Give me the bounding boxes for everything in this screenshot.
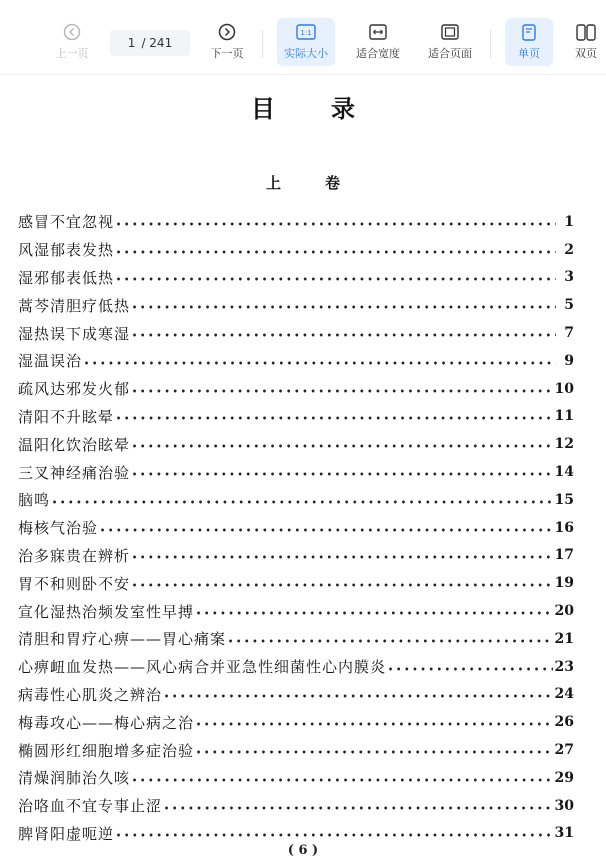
toc-entry[interactable]: [18, 514, 574, 542]
page-footer: ( 6 ): [287, 843, 319, 858]
toc-entry-page: 10: [554, 380, 574, 397]
toc-entry-title: 治多寐贵在辨析: [18, 546, 131, 565]
toc-leader-dots: [132, 463, 553, 481]
toc-entry[interactable]: [18, 597, 574, 625]
toc-leader-dots: [164, 797, 553, 815]
toc-entry-page: 5: [564, 297, 574, 314]
toc-entry[interactable]: [18, 208, 574, 236]
toc-entry-title: 心痹衄血发热——风心病合并亚急性细菌性心内膜炎: [18, 658, 387, 677]
toc-leader-dots: [116, 824, 553, 842]
toc-leader-dots: [196, 602, 553, 620]
toc-entry[interactable]: [18, 236, 574, 264]
toc-entry-title: 湿热误下成寒湿: [18, 324, 131, 343]
toc-entry-title: 蒿芩清胆疗低热: [18, 296, 131, 315]
toolbar-divider: [262, 30, 263, 58]
toc-entry[interactable]: [18, 291, 574, 319]
toc-entry[interactable]: [18, 403, 574, 431]
toc-entry-page: 24: [554, 686, 574, 703]
toc-entry-title: 湿温误治: [18, 352, 83, 371]
toc-entry-page: 2: [564, 241, 574, 258]
toc-entry-page: 19: [554, 575, 574, 592]
toc-entry-title: 湿邪郁表低热: [18, 268, 115, 287]
toc-leader-dots: [388, 658, 553, 676]
toc-leader-dots: [116, 268, 556, 286]
toc-entry-page: 17: [554, 547, 574, 564]
viewer-toolbar: [0, 0, 606, 75]
toc-leader-dots: [116, 241, 556, 259]
toc-entry-title: 胃不和则卧不安: [18, 574, 131, 593]
toc-entry[interactable]: [18, 347, 574, 375]
toc-entry-title: 清胆和胃疗心痹——胃心痛案: [18, 630, 227, 649]
page-title: 目录: [251, 94, 411, 123]
toc-leader-dots: [132, 324, 556, 342]
toc-entry-title: 脾肾阳虚呃逆: [18, 824, 115, 843]
toc-entry-title: 宣化湿热治频发室性早搏: [18, 602, 195, 621]
toc-entry-page: 23: [554, 658, 574, 675]
toc-entry-title: 三叉神经痛治验: [18, 463, 131, 482]
toc-entry-page: 14: [554, 464, 574, 481]
toc-entry-page: 3: [564, 269, 574, 286]
toc-entry-title: 治咯血不宜专事止涩: [18, 797, 163, 816]
toc-entry[interactable]: [18, 625, 574, 653]
table-of-contents: [18, 208, 574, 847]
chevron-left-circle-icon: [63, 22, 81, 42]
toc-leader-dots: [132, 435, 553, 453]
actual-size-icon: [296, 22, 316, 42]
toc-entry[interactable]: [18, 569, 574, 597]
toc-entry[interactable]: [18, 319, 574, 347]
toc-entry-page: 7: [564, 325, 574, 342]
toc-entry[interactable]: [18, 458, 574, 486]
current-page[interactable]: 1: [127, 36, 136, 50]
toc-entry[interactable]: [18, 736, 574, 764]
single-page-label: 单页: [518, 47, 540, 60]
fit-width-icon: [369, 22, 387, 42]
toc-entry-page: 29: [554, 769, 574, 786]
toc-entry[interactable]: [18, 430, 574, 458]
total-pages: / 241: [141, 36, 173, 50]
toc-entry-title: 梅毒攻心——梅心病之治: [18, 713, 195, 732]
toc-leader-dots: [196, 741, 553, 759]
prev-page-button[interactable]: [50, 18, 94, 66]
toc-entry-title: 清燥润肺治久咳: [18, 769, 131, 788]
double-page-button[interactable]: [566, 18, 606, 66]
toc-leader-dots: [132, 296, 556, 314]
toc-leader-dots: [116, 407, 553, 425]
fit-width-button[interactable]: [350, 18, 406, 66]
toc-entry-title: 梅核气治验: [18, 519, 99, 538]
toc-leader-dots: [132, 769, 553, 787]
toc-entry-title: 温阳化饮治眩晕: [18, 435, 131, 454]
toc-entry-title: 感冒不宜忽视: [18, 213, 115, 232]
toc-entry-title: 病毒性心肌炎之辨治: [18, 685, 163, 704]
fit-page-icon: [441, 22, 459, 42]
toc-entry[interactable]: [18, 264, 574, 292]
toc-entry-title: 脑鸣: [18, 491, 51, 510]
single-page-button[interactable]: [505, 18, 553, 66]
toc-leader-dots: [132, 380, 553, 398]
actual-size-label: 实际大小: [284, 47, 328, 60]
toc-leader-dots: [132, 546, 553, 564]
toc-entry-page: 20: [554, 603, 574, 620]
single-page-icon: [522, 22, 536, 42]
toc-entry[interactable]: [18, 375, 574, 403]
toc-entry-title: 清阳不升眩晕: [18, 407, 115, 426]
toc-entry-page: 12: [554, 436, 574, 453]
toolbar-divider: [490, 30, 491, 58]
toc-entry[interactable]: [18, 486, 574, 514]
toc-leader-dots: [84, 352, 556, 370]
toc-leader-dots: [52, 491, 553, 509]
next-page-label: 下一页: [210, 47, 244, 60]
toc-entry[interactable]: [18, 764, 574, 792]
toc-entry-page: 30: [554, 797, 574, 814]
toc-entry[interactable]: [18, 681, 574, 709]
toc-entry-title: 椭圆形红细胞增多症治验: [18, 741, 195, 760]
next-page-button[interactable]: [205, 18, 249, 66]
toc-leader-dots: [228, 630, 553, 648]
toc-entry[interactable]: [18, 542, 574, 570]
toc-entry[interactable]: [18, 708, 574, 736]
fit-page-label: 适合页面: [428, 47, 472, 60]
toc-entry-page: 9: [564, 352, 574, 369]
fit-page-button[interactable]: [422, 18, 478, 66]
toc-leader-dots: [116, 213, 556, 231]
fit-width-label: 适合宽度: [356, 47, 400, 60]
toc-entry-page: 1: [564, 213, 574, 230]
double-page-icon: [576, 22, 596, 42]
toc-entry-page: 21: [554, 630, 574, 647]
page-number-input[interactable]: [110, 30, 190, 56]
toc-entry[interactable]: [18, 653, 574, 681]
double-page-label: 双页: [575, 47, 597, 60]
toc-entry[interactable]: [18, 792, 574, 820]
document-page: [0, 75, 606, 858]
toc-entry-page: 15: [554, 491, 574, 508]
toc-leader-dots: [196, 713, 553, 731]
prev-page-label: 上一页: [55, 47, 89, 60]
toc-entry-page: 26: [554, 714, 574, 731]
toc-leader-dots: [132, 574, 553, 592]
toc-entry-page: 31: [554, 825, 574, 842]
section-heading: 上卷: [265, 174, 384, 192]
toc-leader-dots: [164, 685, 553, 703]
toc-leader-dots: [100, 519, 553, 537]
toc-entry-page: 11: [554, 408, 574, 425]
toc-entry-page: 16: [554, 519, 574, 536]
toc-entry-title: 风湿郁表发热: [18, 241, 115, 260]
chevron-right-circle-icon: [218, 22, 236, 42]
toc-entry-title: 疏风达邪发火郁: [18, 380, 131, 399]
actual-size-button[interactable]: [277, 18, 335, 66]
svg-text:1:1: 1:1: [300, 29, 312, 37]
toc-entry-page: 27: [554, 742, 574, 759]
